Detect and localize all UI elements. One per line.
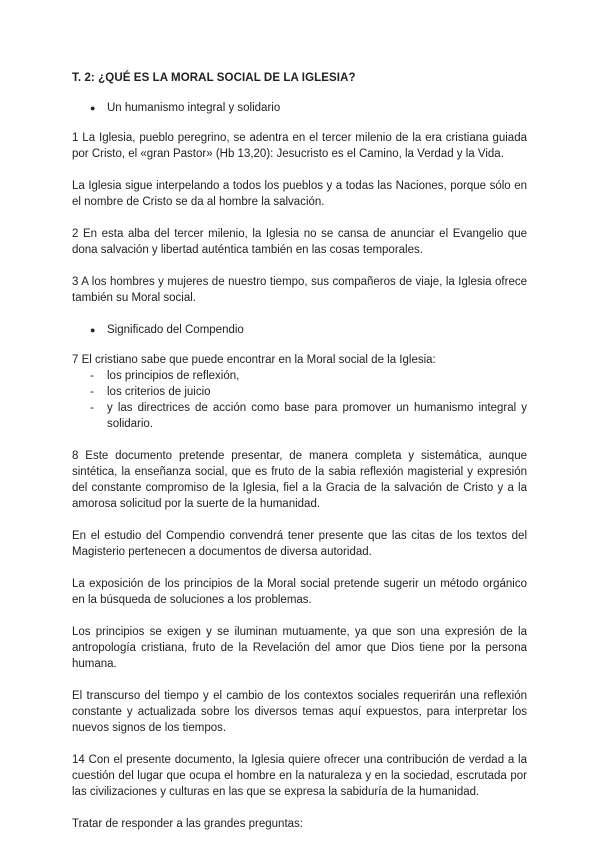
document-title: T. 2: ¿QUÉ ES LA MORAL SOCIAL DE LA IGLESIA?	[72, 72, 356, 84]
bullet-heading-humanismo	[90, 100, 527, 116]
list-item-text: y las directrices de acción como base para promover un humanismo integral y solidario.	[107, 402, 527, 430]
bullet-dot-icon: ●	[90, 325, 96, 335]
paragraph-7: En el estudio del Compendio convendrá tener presente que las citas de los textos del Magisterio pertenecen a documentos de diversa autoridad.	[72, 530, 527, 558]
list-item-text: los criterios de juicio	[107, 386, 211, 398]
paragraph-9: Los principios se exigen y se iluminan mutuamente, ya que son una expresión de la antropología cristiana, fruto de la Revelación del amor que Dios tiene por la persona humana.	[72, 626, 527, 670]
dash-marker: -	[90, 370, 94, 382]
paragraph-11: 14 Con el presente documento, la Iglesia quiere ofrecer una contribución de verdad a la cuestión del lugar que ocupa el hombre en la naturaleza y en la sociedad, escrutada por las civilizaciones y culturas en las que se expresa la sabiduría de la humanidad.	[72, 754, 527, 798]
dash-marker: -	[90, 402, 94, 414]
list-item	[72, 400, 527, 432]
paragraph-12: Tratar de responder a las grandes preguntas:	[72, 818, 303, 830]
list-item	[72, 384, 527, 400]
document-page	[72, 70, 527, 848]
bullet-heading-text: Un humanismo integral y solidario	[107, 102, 281, 114]
bullet-dot-icon: ●	[90, 103, 96, 113]
list-item	[72, 368, 527, 384]
bullet-heading-text: Significado del Compendio	[107, 324, 244, 336]
paragraph-10: El transcurso del tiempo y el cambio de los contextos sociales requerirán una reflexión constante y actualizada sobre los diversos temas aquí expuestos, para interpretar los nuevos signos de los tiempos.	[72, 690, 527, 734]
paragraph-8: La exposición de los principios de la Moral social pretende sugerir un método orgánico en la búsqueda de soluciones a los problemas.	[72, 578, 527, 606]
dash-marker: -	[90, 386, 94, 398]
paragraph-3: 2 En esta alba del tercer milenio, la Iglesia no se cansa de anunciar el Evangelio que dona salvación y libertad auténtica también en las cosas temporales.	[72, 228, 527, 256]
bullet-heading-compendio	[90, 322, 527, 338]
paragraph-6: 8 Este documento pretende presentar, de manera completa y sistemática, aunque sintética, la enseñanza social, que es fruto de la sabia reflexión magisterial y expresión del constante compromiso de la Iglesia, fiel a la Gracia de la salvación de Cristo y a la amorosa solicitud por la suerte de la humanidad.	[72, 450, 527, 510]
paragraph-2: La Iglesia sigue interpelando a todos los pueblos y a todas las Naciones, porque sólo en el nombre de Cristo se da al hombre la salvación.	[72, 180, 527, 208]
list-item-text: los principios de reflexión,	[107, 370, 240, 382]
paragraph-5: 7 El cristiano sabe que puede encontrar en la Moral social de la Iglesia:	[72, 354, 436, 366]
paragraph-4: 3 A los hombres y mujeres de nuestro tiempo, sus compañeros de viaje, la Iglesia ofrece también su Moral social.	[72, 276, 527, 304]
dash-list	[72, 368, 527, 432]
paragraph-1: 1 La Iglesia, pueblo peregrino, se adentra en el tercer milenio de la era cristiana guiada por Cristo, el «gran Pastor» (Hb 13,20): Jesucristo es el Camino, la Verdad y la Vida.	[72, 132, 527, 160]
